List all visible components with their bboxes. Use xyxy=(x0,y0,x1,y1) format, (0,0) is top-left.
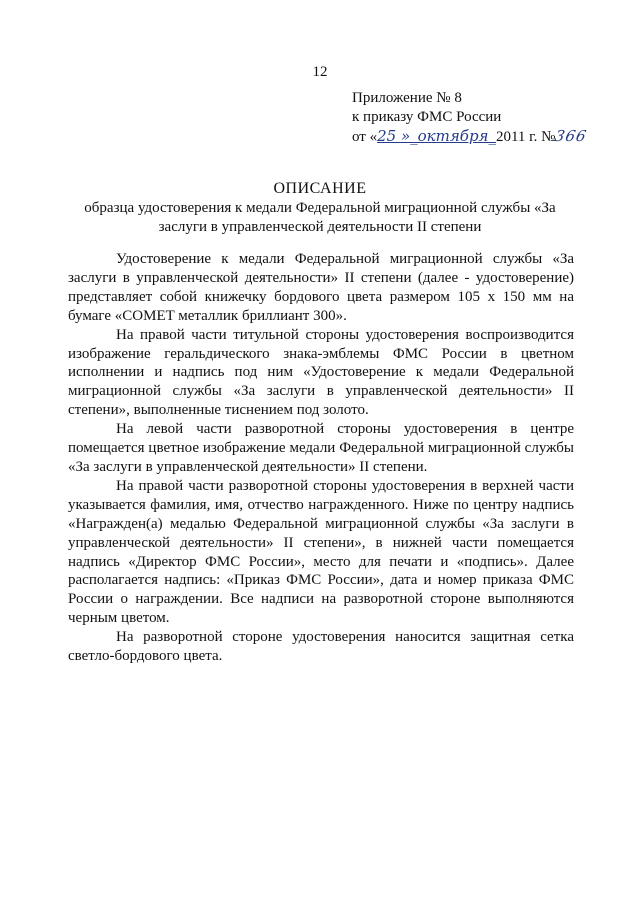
handwritten-order-number: 366 xyxy=(553,127,590,145)
handwritten-date: 25 »_октября_ xyxy=(377,127,496,145)
document-subtitle: образца удостоверения к медали Федеральной миграционной службы «За заслуги в управленческой деятельности II степени xyxy=(84,200,556,235)
annex-date-line xyxy=(352,127,590,147)
paragraph: На правой части разворотной стороны удостоверения в верхней части указывается фамилия, имя, отчество награжденного. Ниже по центру надпись «Награжден(а) медалью Федеральной миграционной службы «За заслуги в управленческой деятельности» II степени», в нижней части помещается надпись «Директор ФМС России», место для печати и «подпись». Далее располагается надпись: «Приказ ФМС России», дата и номер приказа ФМС России о награждении. Все надписи на разворотной стороне выполняются черным цветом. xyxy=(68,477,574,627)
paragraph: Удостоверение к медали Федеральной миграционной службы «За заслуги в управленческой деятельности» II степени (далее - удостоверение) представляет собой книжечку бордового цвета размером 105 х 150 мм на бумаге «COMET металлик бриллиант 300». xyxy=(68,251,574,324)
annex-title: Приложение № 8 xyxy=(352,90,462,106)
annex-order-ref: к приказу ФМС России xyxy=(352,109,502,125)
annex-header xyxy=(352,89,590,147)
date-prefix: от « xyxy=(352,129,378,145)
date-year: 2011 г. № xyxy=(495,129,556,145)
paragraph: На левой части разворотной стороны удостоверения в центре помещается цветное изображение медали Федеральной миграционной службы «За заслуги в управленческой деятельности» II степени. xyxy=(68,421,574,475)
document-body xyxy=(68,250,574,666)
page-number: 12 xyxy=(312,64,328,80)
document-title: ОПИСАНИЕ xyxy=(273,180,367,197)
paragraph: На правой части титульной стороны удостоверения воспроизводится изображение геральдического знака-эмблемы ФМС России в цветном исполнении и надпись под ним «Удостоверение к медали Федеральной миграционной службы «За заслуги в управленческой деятельности» II степени», выполненные тиснением под золото. xyxy=(68,326,574,419)
paragraph: На разворотной стороне удостоверения наносится защитная сетка светло-бордового цвета. xyxy=(68,629,574,665)
